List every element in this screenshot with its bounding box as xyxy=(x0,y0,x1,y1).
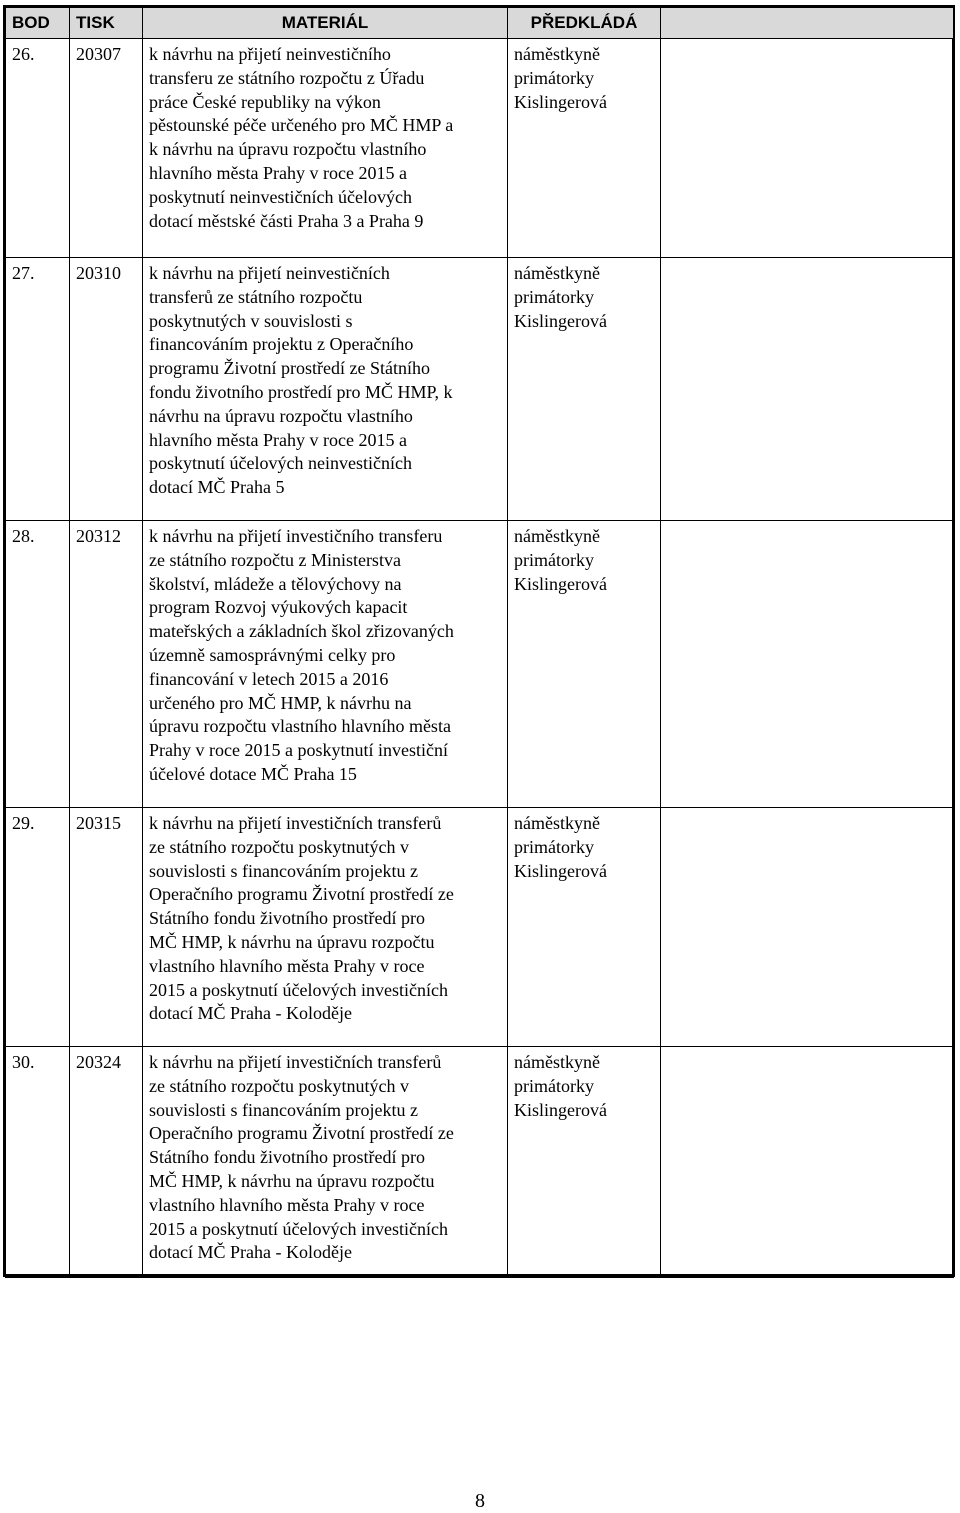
header-predklada: PŘEDKLÁDÁ xyxy=(508,8,661,39)
material-line: účelové dotace MČ Praha 15 xyxy=(149,763,357,784)
material-line: MČ HMP, k návrhu na úpravu rozpočtu xyxy=(149,1170,435,1191)
material-line: Operačního programu Životní prostředí ze xyxy=(149,1123,454,1144)
material-cell xyxy=(143,808,508,1047)
header-material: MATERIÁL xyxy=(143,8,508,39)
material-line: ze státního rozpočtu poskytnutých v xyxy=(149,836,409,857)
material-line: vlastního hlavního města Prahy v roce xyxy=(149,955,425,976)
material-line: územně samosprávnými celky pro xyxy=(149,644,396,665)
material-line: mateřských a základních škol zřizovaných xyxy=(149,621,454,642)
table-row xyxy=(6,808,954,1047)
predklada-line: náměstkyně xyxy=(514,44,600,64)
material-line: dotací MČ Praha 5 xyxy=(149,477,285,498)
predklada-line: primátorky xyxy=(514,67,594,88)
predklada-cell xyxy=(508,258,661,521)
material-line: práce České republiky na výkon xyxy=(149,91,381,112)
material-line: souvislosti s financováním projektu z xyxy=(149,860,418,881)
predklada-line: Kislingerová xyxy=(514,1099,607,1120)
table-row xyxy=(6,258,954,521)
predklada-cell xyxy=(508,1047,661,1278)
material-line: financováním projektu z Operačního xyxy=(149,334,414,355)
agenda-table xyxy=(5,7,954,1278)
material-line: určeného pro MČ HMP, k návrhu na xyxy=(149,692,412,713)
predklada-line: primátorky xyxy=(514,836,594,857)
material-line: ze státního rozpočtu z Ministerstva xyxy=(149,549,401,570)
material-line: úpravu rozpočtu vlastního hlavního města xyxy=(149,716,451,737)
material-line: 2015 a poskytnutí účelových investičních xyxy=(149,979,448,1000)
table-row xyxy=(6,1047,954,1278)
predklada-cell xyxy=(508,39,661,258)
material-line: transferu ze státního rozpočtu z Úřadu xyxy=(149,67,425,88)
predklada-line: náměstkyně xyxy=(514,263,600,283)
extra-cell xyxy=(661,1047,954,1278)
material-line: financování v letech 2015 a 2016 xyxy=(149,668,389,689)
material-line: hlavního města Prahy v roce 2015 a xyxy=(149,162,407,183)
extra-cell xyxy=(661,39,954,258)
header-extra xyxy=(661,8,954,39)
material-line: programu Životní prostředí ze Státního xyxy=(149,358,430,379)
material-line: dotací MČ Praha - Koloděje xyxy=(149,1242,352,1263)
predklada-line: primátorky xyxy=(514,286,594,307)
header-tisk: TISK xyxy=(70,8,143,39)
material-line: školství, mládeže a tělovýchovy na xyxy=(149,573,402,594)
bod-cell: 26. xyxy=(6,39,70,258)
material-cell xyxy=(143,258,508,521)
material-cell xyxy=(143,39,508,258)
material-line: 2015 a poskytnutí účelových investičních xyxy=(149,1218,448,1239)
tisk-cell: 20310 xyxy=(70,258,143,521)
table-row xyxy=(6,39,954,258)
predklada-cell xyxy=(508,808,661,1047)
predklada-cell xyxy=(508,521,661,808)
material-line: k návrhu na úpravu rozpočtu vlastního xyxy=(149,139,427,160)
predklada-line: náměstkyně xyxy=(514,526,600,546)
material-line: hlavního města Prahy v roce 2015 a xyxy=(149,429,407,450)
bod-cell: 28. xyxy=(6,521,70,808)
material-line: poskytnutých v souvislosti s xyxy=(149,310,353,331)
tisk-cell: 20324 xyxy=(70,1047,143,1278)
tisk-cell: 20307 xyxy=(70,39,143,258)
extra-cell xyxy=(661,521,954,808)
material-cell xyxy=(143,521,508,808)
table-row xyxy=(6,521,954,808)
material-line: fondu životního prostředí pro MČ HMP, k xyxy=(149,381,453,402)
material-line: vlastního hlavního města Prahy v roce xyxy=(149,1194,425,1215)
bod-cell: 27. xyxy=(6,258,70,521)
predklada-line: Kislingerová xyxy=(514,860,607,881)
material-line: poskytnutí neinvestičních účelových xyxy=(149,186,412,207)
material-line: program Rozvoj výukových kapacit xyxy=(149,597,408,618)
tisk-cell: 20315 xyxy=(70,808,143,1047)
predklada-line: primátorky xyxy=(514,1075,594,1096)
material-line: k návrhu na přijetí investičního transferu xyxy=(149,526,443,546)
page-number: 8 xyxy=(475,1490,485,1512)
tisk-cell: 20312 xyxy=(70,521,143,808)
material-line: Státního fondu životního prostředí pro xyxy=(149,1147,425,1168)
header-bod: BOD xyxy=(6,8,70,39)
material-line: ze státního rozpočtu poskytnutých v xyxy=(149,1075,409,1096)
material-line: dotací MČ Praha - Koloděje xyxy=(149,1003,352,1024)
material-line: dotací městské části Praha 3 a Praha 9 xyxy=(149,210,424,231)
predklada-line: primátorky xyxy=(514,549,594,570)
material-line: transferů ze státního rozpočtu xyxy=(149,286,363,307)
predklada-line: náměstkyně xyxy=(514,813,600,833)
material-line: k návrhu na přijetí neinvestičních xyxy=(149,263,390,283)
header-row xyxy=(6,8,954,39)
extra-cell xyxy=(661,808,954,1047)
material-line: Státního fondu životního prostředí pro xyxy=(149,908,425,929)
material-cell xyxy=(143,1047,508,1278)
predklada-line: Kislingerová xyxy=(514,573,607,594)
material-line: k návrhu na přijetí investičních transferů xyxy=(149,813,442,833)
material-line: poskytnutí účelových neinvestičních xyxy=(149,453,412,474)
material-line: Prahy v roce 2015 a poskytnutí investiční xyxy=(149,740,448,761)
material-line: k návrhu na přijetí neinvestičního xyxy=(149,44,391,64)
predklada-line: Kislingerová xyxy=(514,310,607,331)
bod-cell: 29. xyxy=(6,808,70,1047)
material-line: k návrhu na přijetí investičních transferů xyxy=(149,1052,442,1072)
material-line: pěstounské péče určeného pro MČ HMP a xyxy=(149,115,454,136)
predklada-line: Kislingerová xyxy=(514,91,607,112)
bod-cell: 30. xyxy=(6,1047,70,1278)
material-line: MČ HMP, k návrhu na úpravu rozpočtu xyxy=(149,931,435,952)
material-line: souvislosti s financováním projektu z xyxy=(149,1099,418,1120)
predklada-line: náměstkyně xyxy=(514,1052,600,1072)
extra-cell xyxy=(661,258,954,521)
material-line: návrhu na úpravu rozpočtu vlastního xyxy=(149,405,413,426)
material-line: Operačního programu Životní prostředí ze xyxy=(149,884,454,905)
